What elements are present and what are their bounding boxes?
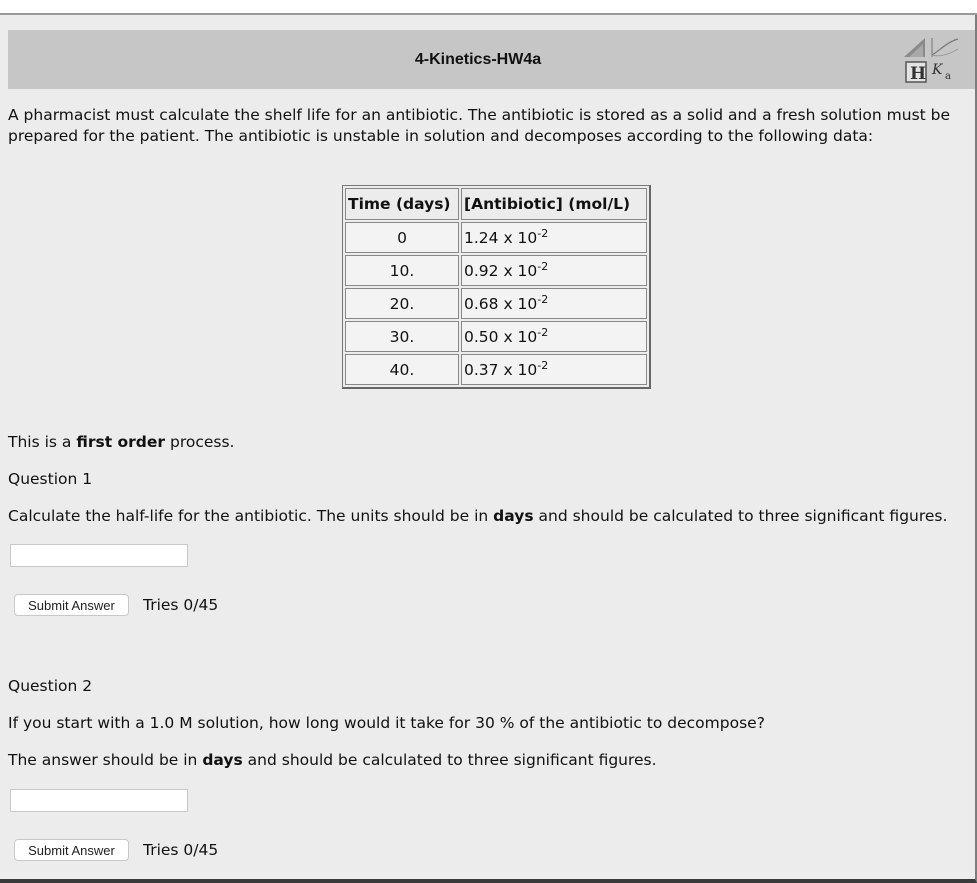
q1-prompt-suffix: and should be calculated to three significant figures.	[533, 507, 948, 525]
concentration-exponent: -2	[537, 325, 549, 339]
q2-units-prefix: The answer should be in	[8, 751, 203, 769]
concentration-mantissa: 0.68 x 10	[464, 294, 538, 313]
concentration-cell	[461, 288, 647, 319]
question-2-submit-button[interactable]: Submit Answer	[14, 839, 129, 861]
question-2-units	[8, 751, 657, 769]
order-suffix: process.	[165, 433, 235, 451]
order-prefix: This is a	[8, 433, 77, 451]
intro-line-1: A pharmacist must calculate the shelf life for an antibiotic. The antibiotic is stored as a solid and a fresh solution must be	[8, 106, 951, 124]
question-2-prompt: If you start with a 1.0 M solution, how long would it take for 30 % of the antibiotic to decompose?	[8, 714, 765, 732]
time-column-header: Time (days)	[345, 188, 459, 220]
concentration-mantissa: 0.92 x 10	[464, 261, 538, 280]
concentration-exponent: -2	[537, 226, 549, 240]
question-1-label: Question 1	[8, 470, 93, 488]
question-1-tries: Tries 0/45	[143, 596, 219, 614]
concentration-cell	[461, 321, 647, 352]
concentration-cell	[461, 222, 647, 253]
hka-logo-icon	[901, 36, 961, 86]
table-header-row	[345, 188, 647, 220]
problem-header	[8, 30, 975, 89]
question-2-tries: Tries 0/45	[143, 841, 219, 859]
table-row	[345, 222, 647, 253]
q2-units-bold: days	[202, 751, 243, 769]
time-cell: 0	[345, 222, 459, 253]
table-row	[345, 288, 647, 319]
intro-line-2: prepared for the patient. The antibiotic is unstable in solution and decomposes according to the following data:	[8, 127, 874, 145]
question-1-submit-button[interactable]: Submit Answer	[14, 594, 129, 616]
table-row	[345, 354, 647, 385]
time-cell: 30.	[345, 321, 459, 352]
q1-prompt-bold: days	[493, 507, 534, 525]
concentration-mantissa: 0.37 x 10	[464, 360, 538, 379]
svg-text:H: H	[910, 64, 927, 84]
time-cell: 20.	[345, 288, 459, 319]
concentration-cell	[461, 255, 647, 286]
svg-text:a: a	[945, 71, 951, 82]
question-2-label: Question 2	[8, 677, 93, 695]
question-1-answer-input[interactable]	[10, 544, 188, 567]
concentration-exponent: -2	[537, 259, 549, 273]
svg-text:K: K	[932, 62, 943, 78]
time-cell: 10.	[345, 255, 459, 286]
concentration-mantissa: 0.50 x 10	[464, 327, 538, 346]
time-cell: 40.	[345, 354, 459, 385]
concentration-column-header: [Antibiotic] (mol/L)	[461, 188, 647, 220]
order-statement	[8, 433, 234, 451]
table-row	[345, 255, 647, 286]
concentration-cell	[461, 354, 647, 385]
order-bold: first order	[76, 433, 166, 451]
concentration-exponent: -2	[537, 292, 549, 306]
question-1-prompt	[8, 507, 947, 525]
table-row	[345, 321, 647, 352]
concentration-mantissa: 1.24 x 10	[464, 228, 538, 247]
concentration-exponent: -2	[537, 358, 549, 372]
q2-units-suffix: and should be calculated to three significant figures.	[242, 751, 657, 769]
problem-intro	[8, 105, 977, 147]
question-2-answer-input[interactable]	[10, 789, 188, 812]
problem-frame	[0, 15, 977, 883]
q1-prompt-prefix: Calculate the half-life for the antibiotic. The units should be in	[8, 507, 494, 525]
problem-title: 4-Kinetics-HW4a	[414, 51, 542, 68]
kinetics-data-table	[342, 185, 651, 389]
